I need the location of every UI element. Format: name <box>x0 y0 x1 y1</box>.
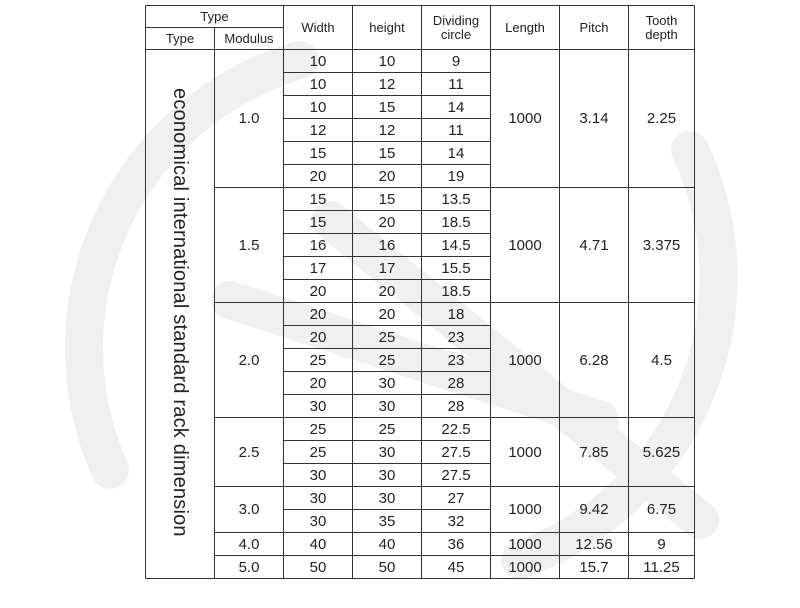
width-cell: 30 <box>284 464 353 487</box>
tooth-depth-cell: 3.375 <box>629 188 695 303</box>
width-cell: 20 <box>284 280 353 303</box>
width-cell: 40 <box>284 533 353 556</box>
height-cell: 20 <box>353 303 422 326</box>
dividing-cell: 32 <box>422 510 491 533</box>
width-cell: 20 <box>284 372 353 395</box>
table-body <box>146 50 695 579</box>
pitch-cell: 7.85 <box>560 418 629 487</box>
table-row <box>146 303 695 326</box>
height-cell: 25 <box>353 349 422 372</box>
dividing-cell: 11 <box>422 73 491 96</box>
pitch-cell: 12.56 <box>560 533 629 556</box>
width-cell: 25 <box>284 349 353 372</box>
tooth-depth-cell: 2.25 <box>629 50 695 188</box>
width-cell: 30 <box>284 395 353 418</box>
table-row <box>146 556 695 579</box>
width-cell: 20 <box>284 326 353 349</box>
dividing-cell: 11 <box>422 119 491 142</box>
length-cell: 1000 <box>491 556 560 579</box>
tooth-header-line2: depth <box>645 26 678 42</box>
height-cell: 10 <box>353 50 422 73</box>
width-cell: 15 <box>284 188 353 211</box>
width-cell: 17 <box>284 257 353 280</box>
pitch-cell: 4.71 <box>560 188 629 303</box>
pitch-header: Pitch <box>560 6 629 50</box>
table-row <box>146 533 695 556</box>
width-cell: 10 <box>284 73 353 96</box>
tooth-depth-header <box>629 6 695 50</box>
dividing-cell: 27.5 <box>422 464 491 487</box>
modulus-cell: 2.0 <box>215 303 284 418</box>
width-cell: 30 <box>284 510 353 533</box>
modulus-cell: 4.0 <box>215 533 284 556</box>
modulus-cell: 5.0 <box>215 556 284 579</box>
tooth-depth-cell: 11.25 <box>629 556 695 579</box>
dividing-cell: 18.5 <box>422 211 491 234</box>
modulus-cell: 2.5 <box>215 418 284 487</box>
modulus-cell: 1.0 <box>215 50 284 188</box>
length-cell: 1000 <box>491 418 560 487</box>
height-cell: 17 <box>353 257 422 280</box>
dividing-cell: 14 <box>422 142 491 165</box>
type-sub-header: Type <box>146 28 215 50</box>
pitch-cell: 6.28 <box>560 303 629 418</box>
dividing-cell: 14.5 <box>422 234 491 257</box>
width-cell: 50 <box>284 556 353 579</box>
dividing-cell: 45 <box>422 556 491 579</box>
height-cell: 30 <box>353 487 422 510</box>
pitch-cell: 9.42 <box>560 487 629 533</box>
height-cell: 30 <box>353 464 422 487</box>
table-row <box>146 50 695 73</box>
table-row <box>146 487 695 510</box>
rack-dimension-table <box>145 5 695 579</box>
height-cell: 35 <box>353 510 422 533</box>
height-cell: 25 <box>353 326 422 349</box>
tooth-depth-cell: 9 <box>629 533 695 556</box>
width-cell: 25 <box>284 441 353 464</box>
length-cell: 1000 <box>491 533 560 556</box>
dividing-cell: 22.5 <box>422 418 491 441</box>
width-cell: 25 <box>284 418 353 441</box>
modulus-cell: 3.0 <box>215 487 284 533</box>
dividing-cell: 13.5 <box>422 188 491 211</box>
height-cell: 30 <box>353 441 422 464</box>
type-group-header: Type <box>146 6 284 28</box>
dividing-cell: 27.5 <box>422 441 491 464</box>
dividing-cell: 23 <box>422 326 491 349</box>
dividing-header-line1: Dividing <box>432 12 480 28</box>
height-cell: 30 <box>353 372 422 395</box>
height-cell: 12 <box>353 73 422 96</box>
width-cell: 15 <box>284 142 353 165</box>
height-cell: 16 <box>353 234 422 257</box>
dividing-cell: 28 <box>422 372 491 395</box>
tooth-header-line1: Tooth <box>645 12 678 28</box>
width-cell: 10 <box>284 96 353 119</box>
dividing-cell: 19 <box>422 165 491 188</box>
length-cell: 1000 <box>491 487 560 533</box>
width-cell: 12 <box>284 119 353 142</box>
height-cell: 20 <box>353 280 422 303</box>
length-cell: 1000 <box>491 188 560 303</box>
width-cell: 10 <box>284 50 353 73</box>
dividing-cell: 28 <box>422 395 491 418</box>
width-cell: 15 <box>284 211 353 234</box>
type-label: economical international standard rack dimension <box>169 88 191 537</box>
height-cell: 40 <box>353 533 422 556</box>
height-cell: 15 <box>353 96 422 119</box>
dividing-cell: 18 <box>422 303 491 326</box>
length-header: Length <box>491 6 560 50</box>
height-cell: 25 <box>353 418 422 441</box>
height-cell: 12 <box>353 119 422 142</box>
width-cell: 30 <box>284 487 353 510</box>
pitch-cell: 15.7 <box>560 556 629 579</box>
dividing-cell: 23 <box>422 349 491 372</box>
dividing-cell: 27 <box>422 487 491 510</box>
tooth-depth-cell: 6.75 <box>629 487 695 533</box>
height-header: height <box>353 6 422 50</box>
modulus-header: Modulus <box>215 28 284 50</box>
width-header: Width <box>284 6 353 50</box>
dividing-circle-header <box>422 6 491 50</box>
height-cell: 15 <box>353 188 422 211</box>
height-cell: 15 <box>353 142 422 165</box>
tooth-depth-cell: 4.5 <box>629 303 695 418</box>
width-cell: 20 <box>284 303 353 326</box>
table-row <box>146 188 695 211</box>
length-cell: 1000 <box>491 303 560 418</box>
dividing-cell: 14 <box>422 96 491 119</box>
width-cell: 16 <box>284 234 353 257</box>
length-cell: 1000 <box>491 50 560 188</box>
pitch-cell: 3.14 <box>560 50 629 188</box>
dividing-header-line2: circle <box>440 26 472 42</box>
table-row <box>146 418 695 441</box>
modulus-cell: 1.5 <box>215 188 284 303</box>
height-cell: 20 <box>353 211 422 234</box>
dividing-cell: 15.5 <box>422 257 491 280</box>
height-cell: 50 <box>353 556 422 579</box>
tooth-depth-cell: 5.625 <box>629 418 695 487</box>
dividing-cell: 18.5 <box>422 280 491 303</box>
type-cell <box>146 50 215 579</box>
dividing-cell: 36 <box>422 533 491 556</box>
dividing-cell: 9 <box>422 50 491 73</box>
width-cell: 20 <box>284 165 353 188</box>
height-cell: 20 <box>353 165 422 188</box>
height-cell: 30 <box>353 395 422 418</box>
